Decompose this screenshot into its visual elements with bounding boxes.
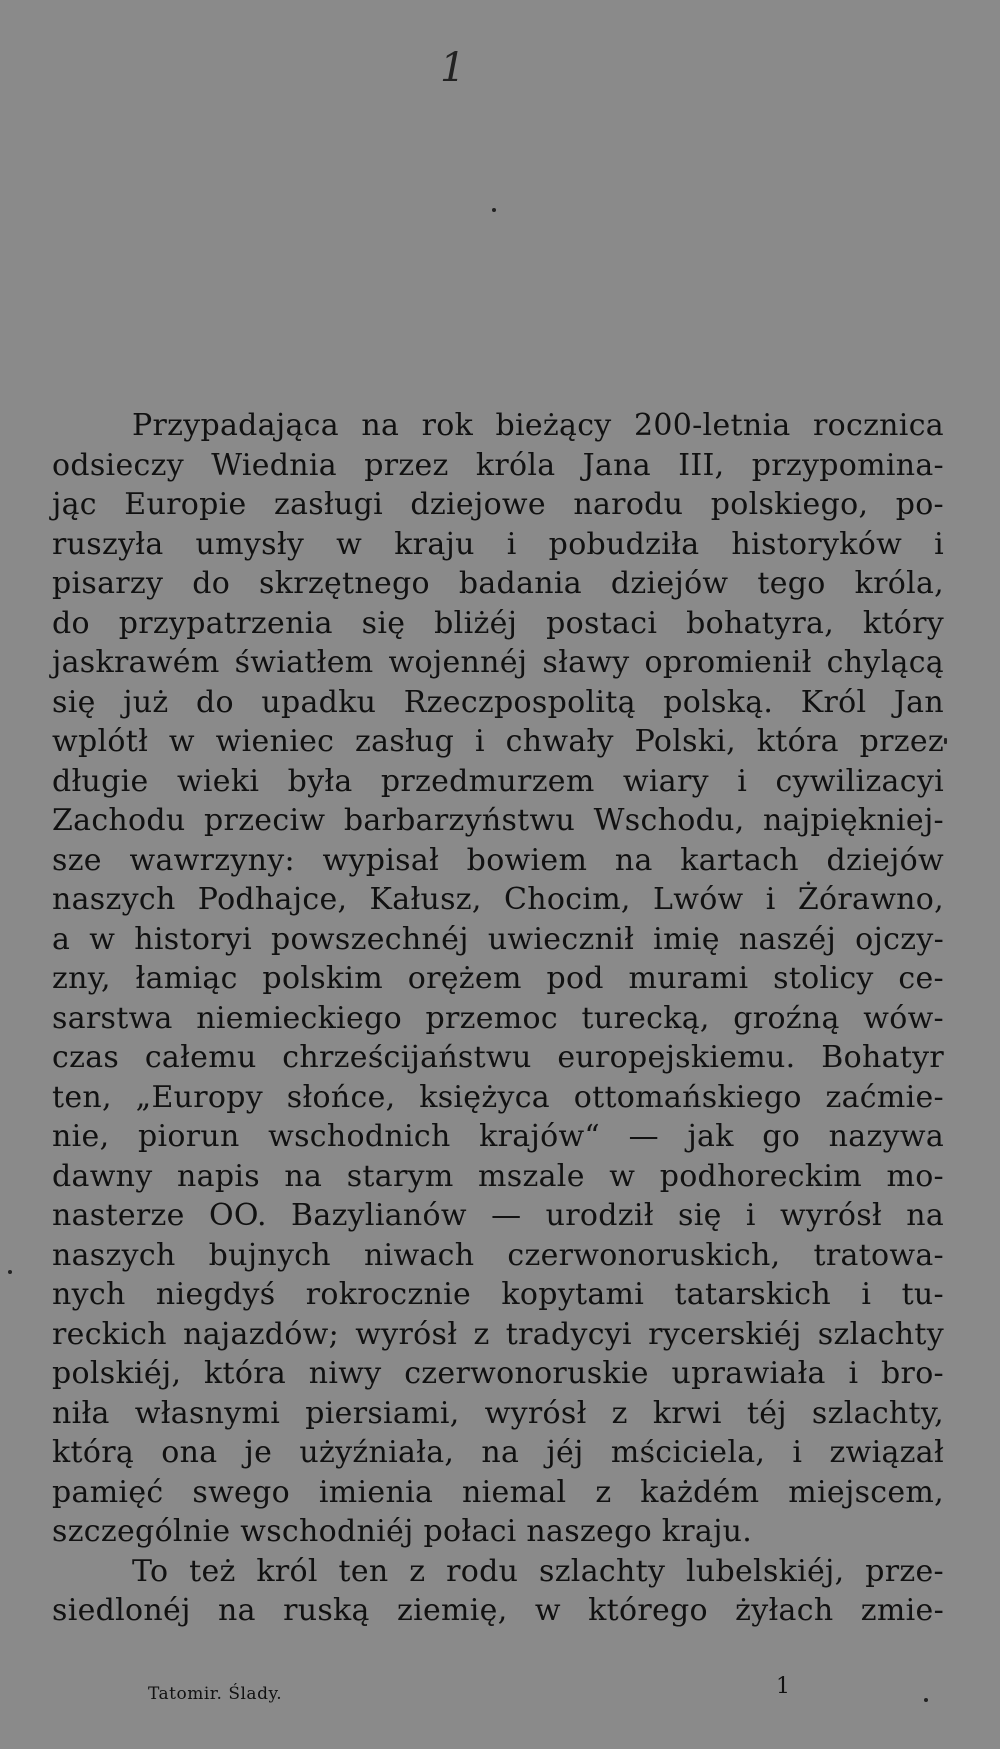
- text-line: ten, „Europy słońce, księżyca ottomańskiego zaćmie-: [52, 1079, 944, 1115]
- text-line: polskiéj, która niwy czerwonoruskie uprawiała i bro-: [52, 1356, 944, 1391]
- speck: [492, 208, 496, 212]
- text-line: jaskrawém światłem wojennéj sławy opromienił chylącą: [52, 645, 944, 680]
- text-line: nie, piorun wschodnich krajów“ — jak go nazywa: [52, 1119, 944, 1154]
- text-line: Przypadająca na rok bieżący 200-letnia rocznica: [132, 408, 944, 443]
- text-line: siedlonéj na ruską ziemię, w którego żyłach zmie-: [52, 1593, 944, 1628]
- text-line: nych niegdyś rokrocznie kopytami tatarskich i tu-: [52, 1277, 944, 1312]
- text-line: sze wawrzyny: wypisał bowiem na kartach dziejów: [52, 842, 944, 878]
- text-line: naszych bujnych niwach czerwonoruskich, tratowa-: [52, 1237, 944, 1273]
- text-line: niła własnymi piersiami, wyrósł z krwi téj szlachty,: [52, 1395, 944, 1431]
- text-line: szczególnie wschodniéj połaci naszego kraju.: [52, 1514, 753, 1549]
- text-line: a w historyi powszechnéj uwiecznił imię naszéj ojczy-: [52, 921, 944, 957]
- body-text: [52, 406, 944, 1631]
- text-line: reckich najazdów; wyrósł z tradycyi rycerskiéj szlachty: [52, 1316, 944, 1352]
- speck: [944, 738, 947, 744]
- page-number: 1: [776, 1674, 790, 1699]
- text-line: ruszyła umysły w kraju i pobudziła historyków i: [52, 526, 944, 562]
- text-line: się już do upadku Rzeczpospolitą polską. Król Jan: [52, 684, 944, 720]
- printer-signature: Tatomir. Ślady.: [148, 1684, 283, 1704]
- text-line: odsieczy Wiednia przez króla Jana III, przypomina-: [52, 447, 944, 483]
- text-line: którą ona je użyźniała, na jéj mściciela, i związał: [52, 1435, 944, 1470]
- text-line: wplótł w wieniec zasług i chwały Polski, która przez: [52, 724, 944, 759]
- text-line: To też król ten z rodu szlachty lubelskiéj, prze-: [132, 1553, 944, 1589]
- text-line: dawny napis na starym mszale w podhoreckim mo-: [52, 1158, 944, 1194]
- text-line: długie wieki była przedmurzem wiary i cywilizacyi: [52, 763, 944, 799]
- text-line: jąc Europie zasługi dziejowe narodu polskiego, po-: [52, 487, 944, 522]
- speck: [8, 1270, 12, 1274]
- text-line: Zachodu przeciw barbarzyństwu Wschodu, najpiękniej-: [52, 803, 944, 838]
- text-line: nasterze OO. Bazylianów — urodził się i wyrósł na: [52, 1198, 944, 1233]
- text-line: sarstwa niemieckiego przemoc turecką, groźną wów-: [52, 1000, 944, 1036]
- text-line: pisarzy do skrzętnego badania dziejów tego króla,: [52, 566, 944, 601]
- text-line: pamięć swego imienia niemal z każdém miejscem,: [52, 1474, 944, 1510]
- handwritten-page-mark: 1: [440, 45, 466, 91]
- page-footer: [0, 1674, 1000, 1720]
- text-line: naszych Podhajce, Kałusz, Chocim, Lwów i Żórawno,: [52, 882, 944, 917]
- text-line: zny, łamiąc polskim orężem pod murami stolicy ce-: [52, 961, 944, 996]
- text-line: do przypatrzenia się bliżéj postaci bohatyra, który: [52, 605, 944, 641]
- text-line: czas całemu chrześcijaństwu europejskiemu. Bohatyr: [52, 1040, 944, 1075]
